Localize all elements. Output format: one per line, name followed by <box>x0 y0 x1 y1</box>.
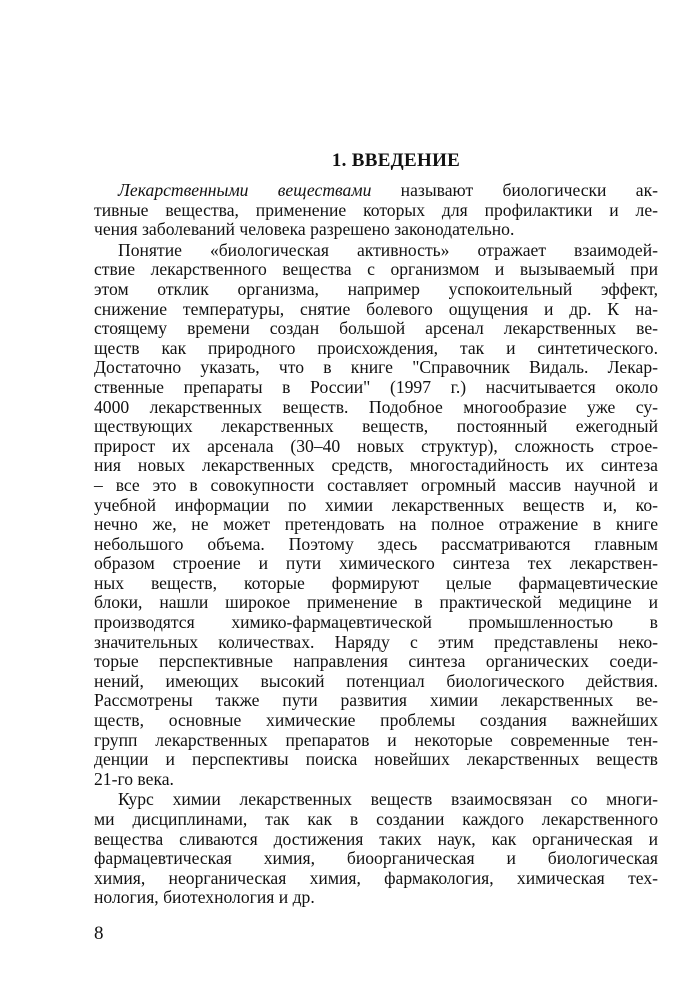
text-line: денции и перспективы поиска новейших лекарственных веществ <box>94 749 658 770</box>
paragraph-disciplines <box>94 790 658 908</box>
text-line: химия, неорганическая химия, фармакология, химическая тех- <box>94 867 658 888</box>
text-line: производятся химико-фармацевтической промышленностью в <box>94 612 658 633</box>
text-line: образом строение и пути химического синтеза тех лекарствен- <box>94 553 658 574</box>
text-line: групп лекарственных препаратов и некоторые современные тен- <box>94 729 658 750</box>
text-line: ствие лекарственного вещества с организмом и вызываемый при <box>94 259 658 280</box>
text-line: ственные препараты в России" (1997 г.) насчитывается около <box>94 376 658 397</box>
text-line: вещества сливаются достижения таких наук, как органическая и <box>94 828 658 849</box>
section-heading: 1. ВВЕДЕНИЕ <box>331 150 461 171</box>
text-line: значительных количествах. Наряду с этим представлены неко- <box>94 631 658 652</box>
text-line: торые перспективные направления синтеза органических соеди- <box>94 651 658 672</box>
text-line: 21-го века. <box>94 768 174 789</box>
text-line: нений, имеющих высокий потенциал биологического действия. <box>94 670 658 691</box>
paragraph-definition <box>94 181 658 240</box>
text-line: чения заболеваний человека разрешено законодательно. <box>94 219 515 240</box>
text-line: ных веществ, которые формируют целые фармацевтические <box>94 572 658 593</box>
paragraph-biological-activity <box>94 241 658 790</box>
text-line-content: называют биологически ак- <box>371 180 658 200</box>
text-line: нология, биотехнология и др. <box>94 887 315 908</box>
text-line: ния новых лекарственных средств, многостадийность их синтеза <box>94 455 658 476</box>
text-line: ществ, основные химические проблемы создания важнейших <box>94 710 658 731</box>
text-line: фармацевтическая химия, биоорганическая и биологическая <box>94 848 658 869</box>
text-line: ществ как природного происхождения, так и синтетического. <box>94 337 658 358</box>
page-body <box>94 150 658 908</box>
text-line <box>94 181 658 201</box>
text-line: Рассмотрены также пути развития химии лекарственных ве- <box>94 690 658 711</box>
text-line: прирост их арсенала (30–40 новых структур), сложность строе- <box>94 435 658 456</box>
text-line: стоящему времени создан большой арсенал лекарственных ве- <box>94 318 658 339</box>
page-number: 8 <box>94 923 104 944</box>
text-line: небольшого объема. Поэтому здесь рассматриваются главным <box>94 533 658 554</box>
text-line: тивные вещества, применение которых для профилактики и ле- <box>94 199 658 220</box>
text-line: ми дисциплинами, так как в создании каждого лекарственного <box>94 809 658 829</box>
text-line: этом отклик организма, например успокоительный эффект, <box>94 278 658 299</box>
text-line: Понятие «биологическая активность» отражает взаимодей- <box>118 239 658 260</box>
italic-term: Лекарственными веществами <box>118 180 372 200</box>
text-line: учебной информации по химии лекарственных веществ и, ко- <box>94 494 658 515</box>
text-line: ществующих лекарственных веществ, постоянный ежегодный <box>94 416 658 437</box>
text-line: нечно же, не может претендовать на полное отражение в книге <box>94 514 658 535</box>
text-line: снижение температуры, снятие болевого ощущения и др. К на- <box>94 298 658 319</box>
text-line: – все это в совокупности составляет огромный массив научной и <box>94 474 658 495</box>
text-line: 4000 лекарственных веществ. Подобное многообразие уже су- <box>94 396 658 417</box>
text-line: блоки, нашли широкое применение в практической медицине и <box>94 592 658 613</box>
text-line: Курс химии лекарственных веществ взаимосвязан со многи- <box>118 789 658 810</box>
text-line: Достаточно указать, что в книге "Справочник Видаль. Лекар- <box>94 357 658 378</box>
